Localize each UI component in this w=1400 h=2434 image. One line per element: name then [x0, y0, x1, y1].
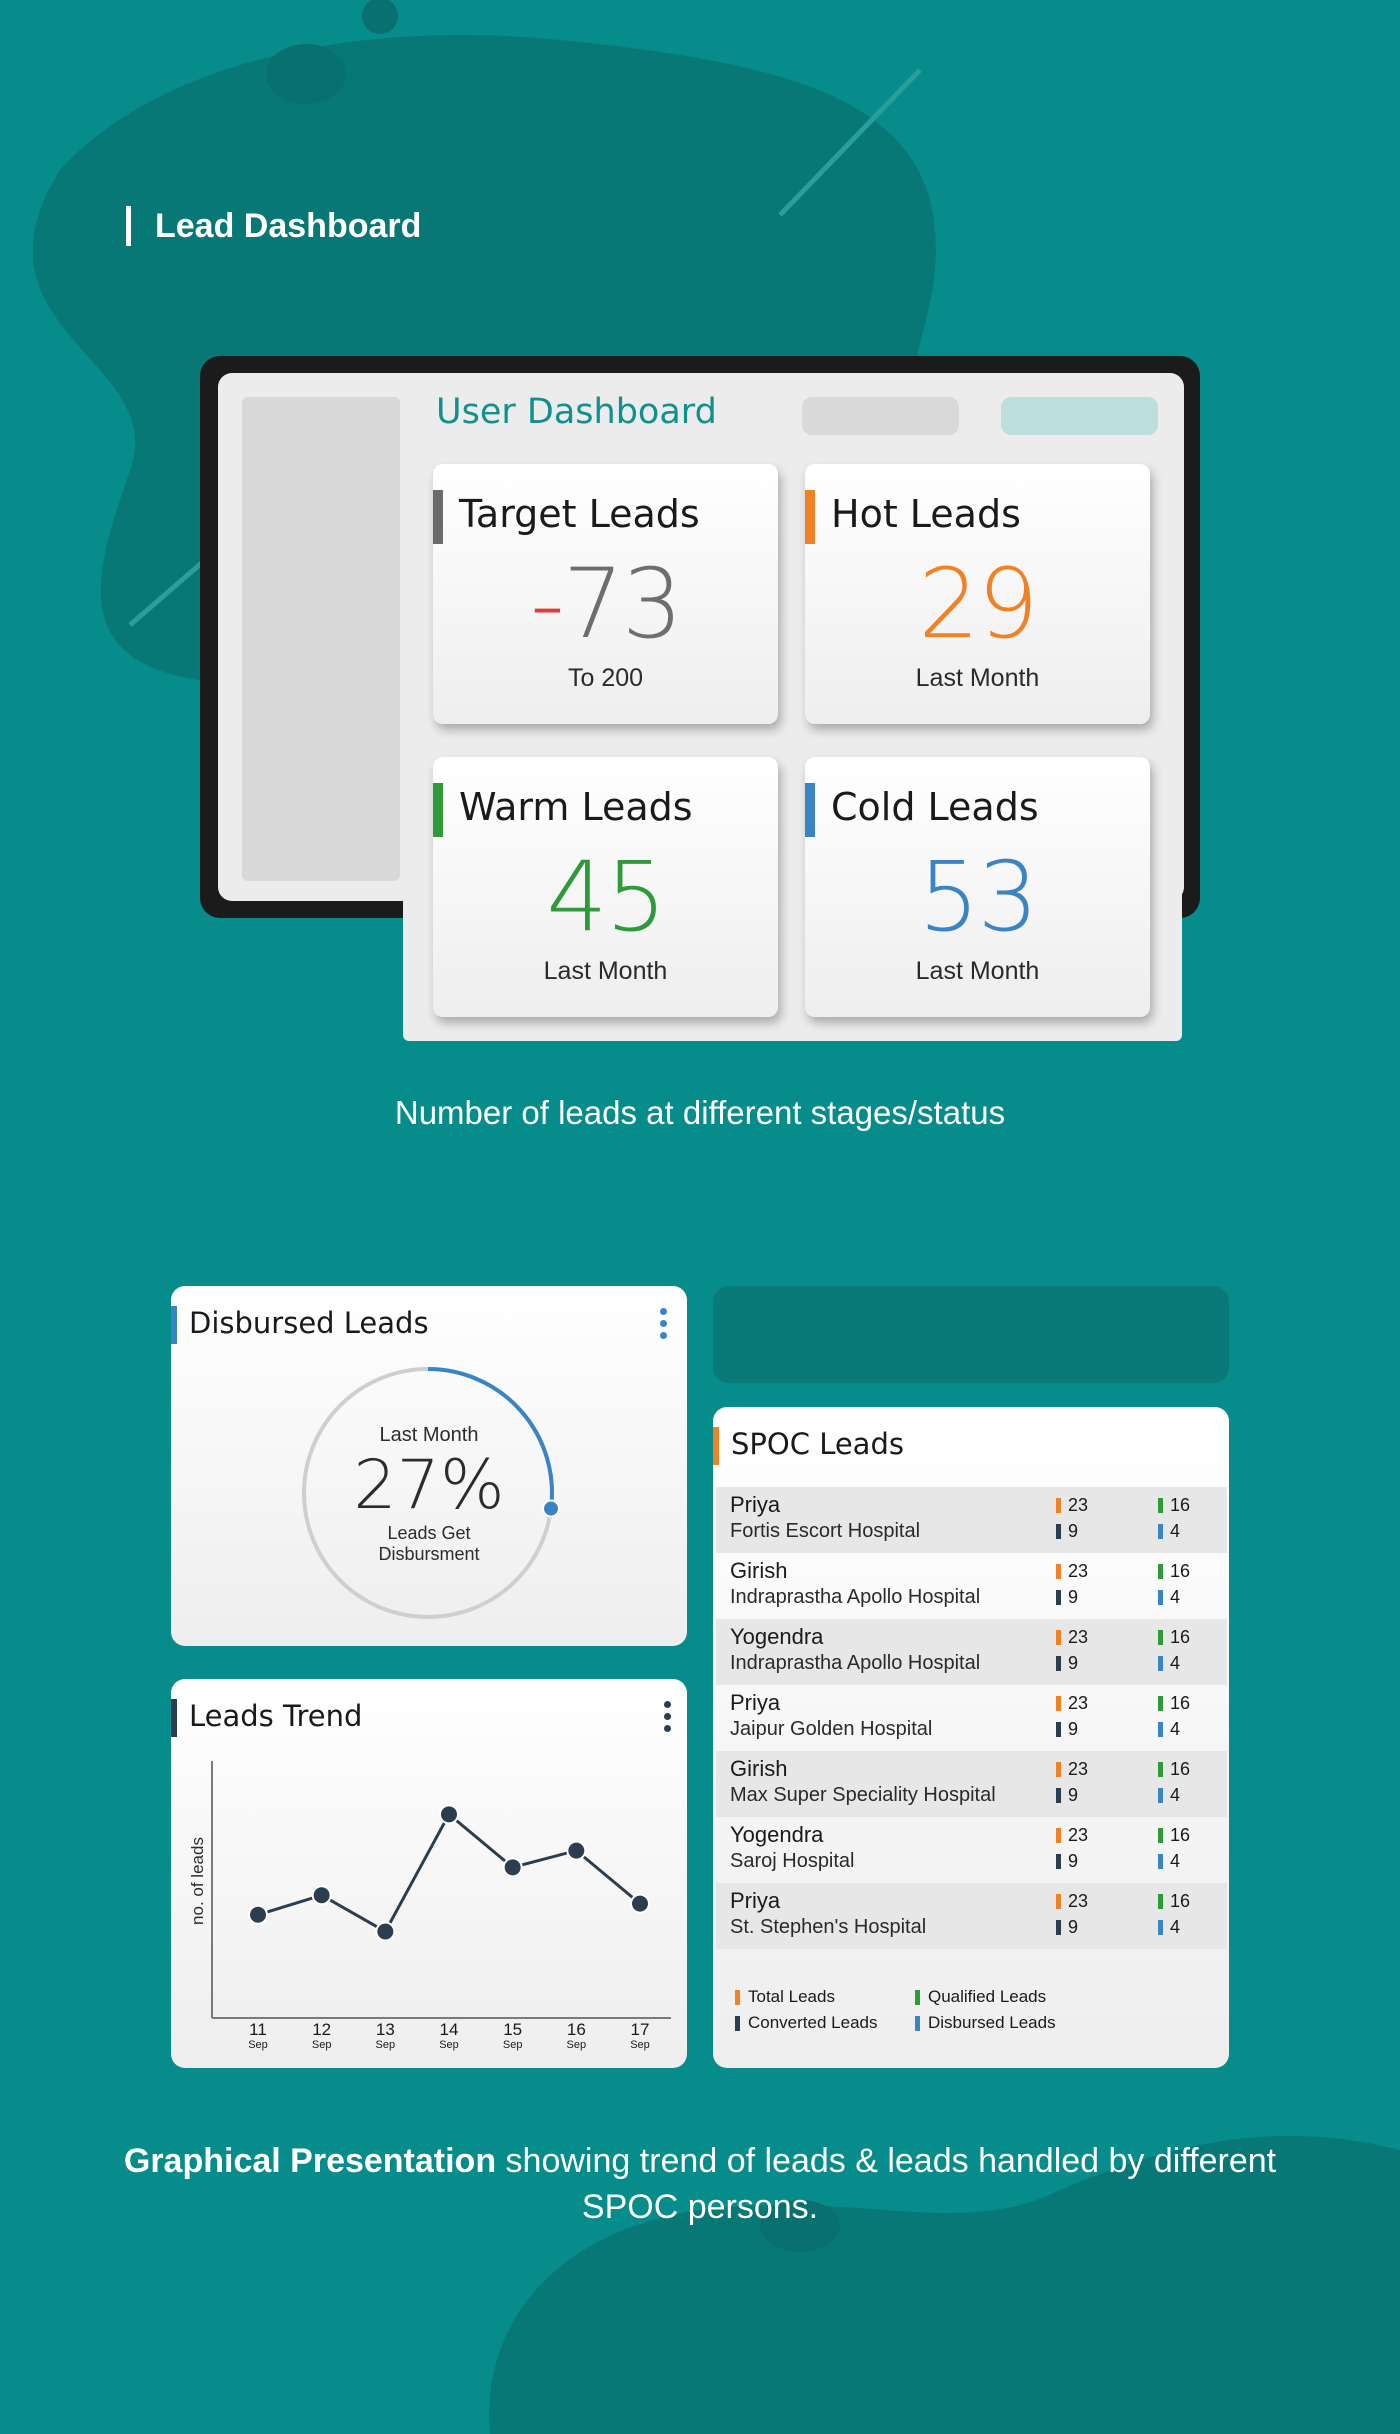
spoc-hospital: Jaipur Golden Hospital: [730, 1718, 933, 1740]
spoc-total-count: 23: [1056, 1693, 1088, 1714]
x-tick-sublabel: Sep: [311, 2039, 332, 2051]
trend-point[interactable]: [567, 1842, 585, 1860]
spoc-qualified-count: 16: [1158, 1495, 1190, 1516]
caption-bold: Graphical Presentation: [123, 2142, 497, 2180]
card-value: [433, 548, 778, 660]
leads-trend-card[interactable]: [171, 1679, 687, 2068]
x-tick-sublabel: Sep: [630, 2039, 650, 2051]
x-tick-label: 15: [503, 2020, 523, 2039]
graphical-caption: [100, 2138, 1300, 2230]
card-accent: [433, 490, 443, 544]
x-tick-sublabel: Sep: [502, 2039, 523, 2051]
spoc-hospital: Indraprastha Apollo Hospital: [730, 1652, 981, 1674]
x-tick-sublabel: Sep: [248, 2039, 268, 2051]
card-value: 53: [918, 841, 1037, 953]
spoc-name: Yogendra: [730, 1822, 824, 1847]
trend-point[interactable]: [631, 1895, 649, 1913]
leads-trend-chart: [171, 1679, 687, 2068]
card-accent: [805, 783, 815, 837]
trend-point[interactable]: [249, 1906, 267, 1924]
card-subtitle: To 200: [567, 664, 644, 692]
spoc-name: Yogendra: [730, 1624, 824, 1649]
spoc-name: Priya: [730, 1492, 781, 1517]
card-accent: [433, 783, 443, 837]
card-title: Hot Leads: [831, 492, 1021, 536]
page-heading: [126, 206, 421, 246]
card-subtitle: Last Month: [915, 957, 1040, 985]
card-title: SPOC Leads: [731, 1427, 904, 1461]
card-value: 45: [546, 841, 665, 953]
spoc-disbursed-count: 4: [1158, 1587, 1180, 1608]
spoc-disbursed-count: 4: [1158, 1719, 1180, 1740]
card-title: Warm Leads: [459, 785, 693, 829]
x-tick-sublabel: Sep: [439, 2039, 459, 2051]
spoc-qualified-count: 16: [1158, 1693, 1190, 1714]
legend-total: Total Leads: [735, 1987, 835, 2007]
legend-qualified: Qualified Leads: [915, 1987, 1046, 2007]
spoc-disbursed-count: 4: [1158, 1785, 1180, 1806]
spoc-hospital: Fortis Escort Hospital: [730, 1520, 921, 1542]
spoc-converted-count: 9: [1056, 1851, 1078, 1872]
heading-bar: [126, 206, 131, 246]
spoc-hospital: Indraprastha Apollo Hospital: [730, 1586, 981, 1608]
card-subtitle: Last Month: [915, 664, 1040, 692]
spoc-converted-count: 9: [1056, 1917, 1078, 1938]
card-accent: [805, 490, 815, 544]
spoc-converted-count: 9: [1056, 1653, 1078, 1674]
spoc-disbursed-count: 4: [1158, 1521, 1180, 1542]
dashboard-sidebar[interactable]: [242, 397, 400, 881]
spoc-total-count: 23: [1056, 1561, 1088, 1582]
card-title: Cold Leads: [831, 785, 1039, 829]
spoc-row[interactable]: [716, 1487, 1227, 1553]
gauge-period: Last Month: [379, 1424, 479, 1446]
spoc-total-count: 23: [1056, 1495, 1088, 1516]
x-tick-sublabel: Sep: [375, 2039, 396, 2051]
gauge-sub-line2: Disbursment: [378, 1544, 480, 1564]
negative-sign: -: [530, 548, 563, 660]
page-title: Lead Dashboard: [155, 206, 422, 245]
spoc-row[interactable]: [716, 1685, 1227, 1751]
spoc-name: Priya: [730, 1888, 781, 1913]
x-tick-label: 12: [312, 2020, 332, 2039]
spoc-name: Priya: [730, 1690, 781, 1715]
spoc-qualified-count: 16: [1158, 1561, 1190, 1582]
trend-series-line: [258, 1814, 640, 1931]
spoc-qualified-count: 16: [1158, 1627, 1190, 1648]
spoc-row[interactable]: [716, 1883, 1227, 1949]
disbursed-leads-card[interactable]: [171, 1286, 687, 1646]
x-tick-label: 17: [630, 2020, 650, 2039]
caption-rest: showing trend of leads & leads handled by different SPOC persons.: [496, 2142, 1277, 2226]
hot-leads-card[interactable]: [805, 464, 1150, 724]
legend-converted: Converted Leads: [735, 2013, 877, 2033]
cold-leads-card[interactable]: [805, 757, 1150, 1017]
legend-disbursed: Disbursed Leads: [915, 2013, 1056, 2033]
spoc-hospital: Max Super Speciality Hospital: [730, 1784, 996, 1806]
x-tick-label: 16: [566, 2020, 586, 2039]
gauge-sub-line1: Leads Get: [387, 1523, 471, 1543]
spoc-converted-count: 9: [1056, 1587, 1078, 1608]
trend-point[interactable]: [504, 1858, 522, 1876]
spoc-total-count: 23: [1056, 1891, 1088, 1912]
spoc-qualified-count: 16: [1158, 1825, 1190, 1846]
spoc-disbursed-count: 4: [1158, 1917, 1180, 1938]
x-tick-label: 11: [249, 2020, 267, 2039]
placeholder-panel: [713, 1286, 1229, 1383]
action-placeholder-button[interactable]: [1001, 397, 1158, 435]
stages-caption: Number of leads at different stages/status: [394, 1094, 1006, 1131]
spoc-hospital: St. Stephen's Hospital: [730, 1916, 927, 1938]
spoc-total-count: 23: [1056, 1759, 1088, 1780]
spoc-converted-count: 9: [1056, 1785, 1078, 1806]
spoc-row[interactable]: [716, 1751, 1227, 1817]
spoc-disbursed-count: 4: [1158, 1851, 1180, 1872]
y-axis-label: no. of leads: [188, 1837, 207, 1925]
spoc-row[interactable]: [716, 1619, 1227, 1685]
spoc-name: Girish: [730, 1558, 788, 1583]
card-value: 29: [918, 548, 1037, 660]
spoc-row[interactable]: [716, 1817, 1227, 1883]
trend-point[interactable]: [313, 1886, 331, 1904]
trend-point[interactable]: [376, 1923, 394, 1941]
card-value-number: 73: [562, 548, 681, 660]
card-title: Target Leads: [459, 492, 700, 536]
gauge-percent: 27%: [353, 1446, 505, 1525]
spoc-row[interactable]: [716, 1553, 1227, 1619]
x-tick-sublabel: Sep: [566, 2039, 587, 2051]
card-subtitle: Last Month: [543, 957, 668, 985]
spoc-converted-count: 9: [1056, 1719, 1078, 1740]
card-accent: [713, 1427, 719, 1465]
spoc-total-count: 23: [1056, 1825, 1088, 1846]
card-title: Leads Trend: [189, 1699, 363, 1733]
spoc-qualified-count: 16: [1158, 1759, 1190, 1780]
x-tick-label: 14: [439, 2020, 459, 2039]
spoc-qualified-count: 16: [1158, 1891, 1190, 1912]
warm-leads-card[interactable]: [433, 757, 778, 1017]
spoc-disbursed-count: 4: [1158, 1653, 1180, 1674]
spoc-total-count: 23: [1056, 1627, 1088, 1648]
spoc-name: Girish: [730, 1756, 788, 1781]
x-tick-label: 13: [375, 2020, 395, 2039]
search-placeholder-bar[interactable]: [802, 397, 959, 435]
card-title: Disbursed Leads: [189, 1306, 429, 1340]
spoc-converted-count: 9: [1056, 1521, 1078, 1542]
trend-point[interactable]: [440, 1805, 458, 1823]
dashboard-title: User Dashboard: [436, 392, 717, 432]
spoc-hospital: Saroj Hospital: [730, 1850, 855, 1872]
target-leads-card[interactable]: [433, 464, 778, 724]
